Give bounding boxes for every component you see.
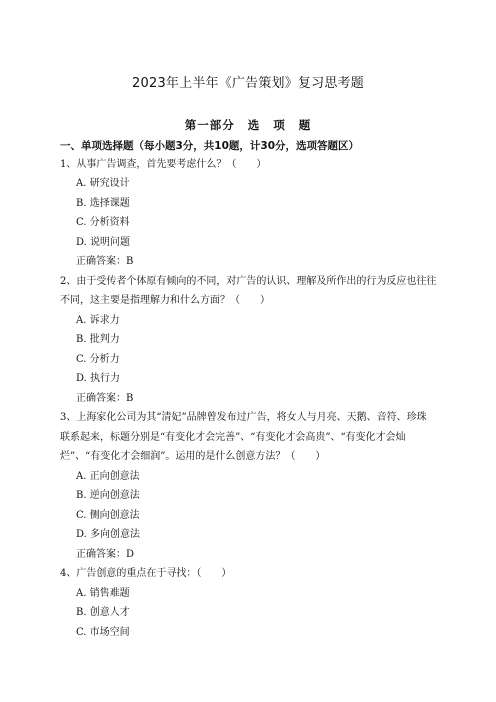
question-3-answer: 正确答案：D bbox=[76, 549, 135, 560]
question-4-option-b: B. 创意人才 bbox=[76, 607, 130, 618]
question-4-text: 4、广告创意的重点在于寻找：（ ） bbox=[60, 568, 232, 579]
question-2-text-line-1: 2、由于受传者个体原有倾向的不同，对广告的认识、理解及所作出的行为反应也往往 bbox=[60, 276, 437, 287]
question-1-text: 1、从事广告调查，首先要考虑什么？（ ） bbox=[60, 159, 267, 170]
question-2-option-b: B. 批判力 bbox=[76, 334, 120, 345]
question-3-text-line-3: 烂”、“有变化才会细润”。运用的是什么创意方法？（ ） bbox=[60, 451, 326, 462]
question-3-text-line-2: 联系起来，标题分别是“有变化才会完善”、“有变化才会高贵”、“有变化才会灿 bbox=[60, 432, 406, 443]
section-heading: 一、单项选择题（每小题3分，共10题，计30分，选项答题区） bbox=[60, 140, 360, 152]
question-3-option-a: A. 正向创意法 bbox=[76, 471, 140, 482]
question-1-option-c: C. 分析资料 bbox=[76, 217, 130, 228]
question-2-answer: 正确答案：B bbox=[76, 393, 134, 404]
document-title: 2023年上半年《广告策划》复习思考题 bbox=[132, 76, 364, 91]
question-4-option-c: C. 市场空间 bbox=[76, 627, 130, 638]
question-1-option-b: B. 选择课题 bbox=[76, 198, 130, 209]
question-3-option-b: B. 逆向创意法 bbox=[76, 490, 140, 501]
question-3-text-line-1: 3、上海家化公司为其“清妃”品牌曾发布过广告，将女人与月亮、天鹅、音符、珍珠 bbox=[60, 412, 427, 423]
question-2-option-a: A. 诉求力 bbox=[76, 315, 120, 326]
question-2-option-d: D. 执行力 bbox=[76, 373, 121, 384]
question-4-option-a: A. 销售难题 bbox=[76, 588, 130, 599]
question-3-option-d: D. 多向创意法 bbox=[76, 529, 141, 540]
question-1-option-a: A. 研究设计 bbox=[76, 178, 130, 189]
question-1-answer: 正确答案：B bbox=[76, 256, 134, 267]
question-2-text-line-2: 不同，这主要是指理解力和什么方面？（ ） bbox=[60, 295, 270, 306]
question-2-option-c: C. 分析力 bbox=[76, 354, 120, 365]
question-1-option-d: D. 说明问题 bbox=[76, 237, 131, 248]
part-heading: 第一部分 选 项 题 bbox=[184, 118, 312, 132]
question-3-option-c: C. 侧向创意法 bbox=[76, 510, 140, 521]
